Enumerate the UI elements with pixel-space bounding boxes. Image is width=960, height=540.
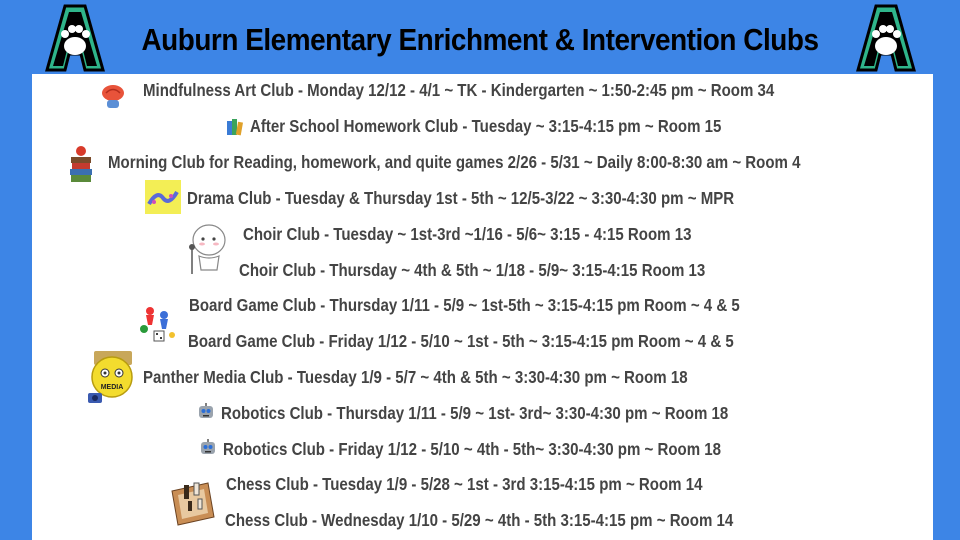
board-game-icon	[136, 303, 178, 343]
robot-icon	[198, 438, 218, 458]
singer-icon	[185, 222, 229, 276]
book-stack-icon	[68, 145, 94, 185]
auburn-logo-right	[856, 4, 916, 74]
club-row: Mindfulness Art Club - Monday 12/12 - 4/1 ~ TK - Kindergarten ~ 1:50-2:45 pm ~ Room 34	[143, 80, 775, 100]
books-icon	[225, 117, 245, 137]
media-smiley-icon	[86, 351, 138, 405]
drama-icon	[145, 180, 181, 214]
club-row: Robotics Club - Thursday 1/11 - 5/9 ~ 1st- 3rd~ 3:30-4:30 pm ~ Room 18	[221, 403, 729, 423]
brain-heart-icon	[98, 82, 128, 110]
club-row: After School Homework Club - Tuesday ~ 3:15-4:15 pm ~ Room 15	[250, 116, 722, 136]
robot-icon	[196, 402, 216, 422]
club-row: Chess Club - Tuesday 1/9 - 5/28 ~ 1st - 3rd 3:15-4:15 pm ~ Room 14	[226, 474, 703, 494]
club-row: Choir Club - Thursday ~ 4th & 5th ~ 1/18 - 5/9~ 3:15-4:15 Room 13	[239, 260, 706, 280]
club-row: Panther Media Club - Tuesday 1/9 - 5/7 ~ 4th & 5th ~ 3:30-4:30 pm ~ Room 18	[143, 367, 688, 387]
auburn-logo-left	[45, 4, 105, 74]
club-row: Choir Club - Tuesday ~ 1st-3rd ~1/16 - 5/6~ 3:15 - 4:15 Room 13	[243, 224, 692, 244]
club-row: Drama Club - Tuesday & Thursday 1st - 5th ~ 12/5-3/22 ~ 3:30-4:30 pm ~ MPR	[187, 188, 735, 208]
chess-board-icon	[168, 477, 216, 527]
club-row: Board Game Club - Thursday 1/11 - 5/9 ~ 1st-5th ~ 3:15-4:15 pm Room ~ 4 & 5	[189, 295, 740, 315]
club-row: Board Game Club - Friday 1/12 - 5/10 ~ 1st - 5th ~ 3:15-4:15 pm Room ~ 4 & 5	[188, 331, 734, 351]
club-row: Robotics Club - Friday 1/12 - 5/10 ~ 4th - 5th~ 3:30-4:30 pm ~ Room 18	[223, 439, 722, 459]
club-row: Morning Club for Reading, homework, and quite games 2/26 - 5/31 ~ Daily 8:00-8:30 am ~ Room 4	[108, 152, 801, 172]
media-label: MEDIA	[100, 384, 124, 391]
page-title: Auburn Elementary Enrichment & Intervention Clubs	[141, 22, 819, 57]
club-row: Chess Club - Wednesday 1/10 - 5/29 ~ 4th - 5th 3:15-4:15 pm ~ Room 14	[225, 510, 734, 530]
